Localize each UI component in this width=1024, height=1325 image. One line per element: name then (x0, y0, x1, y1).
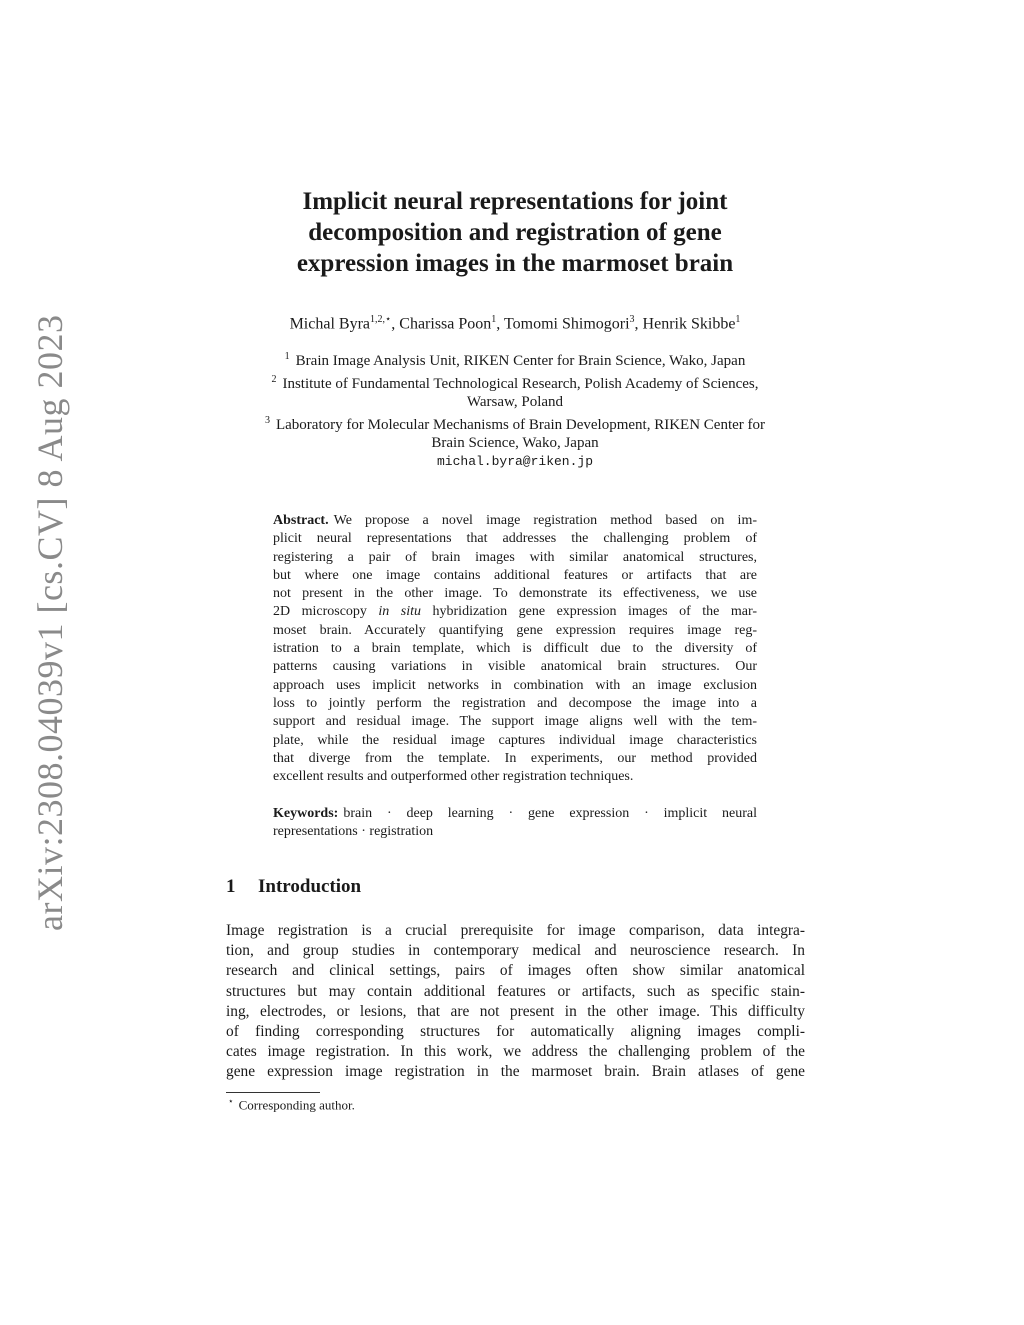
author-separator: , (496, 315, 504, 333)
arxiv-stamp (0, 0, 70, 931)
abstract-text: We propose a novel image registration method based on im- (333, 513, 757, 528)
author-affiliation-mark: 1 (491, 314, 497, 325)
affiliation-mark: 2 (271, 373, 277, 385)
author-affiliation-mark: 3 (629, 314, 635, 325)
body-text (226, 921, 805, 1083)
author-name: Tomomi Shimogori (503, 315, 630, 333)
abstract-text: 2D microscopy (273, 604, 379, 620)
body-line: of finding corresponding structures for automatically aligning images compli- (226, 1022, 805, 1040)
abstract-line: but where one image contains additional features or artifacts that are (273, 567, 757, 583)
section-title: Introduction (258, 876, 362, 897)
body-line: ing, electrodes, or lesions, that are not present in the other image. This difficulty (226, 1002, 805, 1020)
title-line: decomposition and registration of gene (308, 219, 722, 246)
keywords (273, 805, 757, 842)
abstract-text: hybridization gene expression images of the mar- (421, 604, 757, 620)
affiliation-1 (200, 348, 830, 371)
abstract-line: approach uses implicit networks in combination with an image exclusion (273, 677, 757, 693)
affiliation-text: Laboratory for Molecular Mechanisms of Brain Development, RIKEN Center for (275, 416, 766, 433)
author-separator: , (634, 315, 643, 333)
affiliation-2-cont: Warsaw, Poland (466, 394, 564, 410)
body-line: structures but may contain additional features or artifacts, such as specific stain- (226, 982, 805, 1000)
abstract-line: loss to jointly perform the registration and decompose the image into a (273, 695, 757, 711)
abstract-line: support and residual image. The support image aligns well with the tem- (273, 714, 757, 730)
footnote-text: Corresponding author. (238, 1097, 355, 1113)
paper-title (200, 186, 830, 279)
title-line: expression images in the marmoset brain (296, 250, 734, 277)
abstract-line (273, 512, 757, 530)
abstract-line: istration to a brain template, which is difficult due to the diversity of (273, 641, 757, 657)
footnote-rule (226, 1092, 320, 1093)
affiliations (200, 348, 830, 471)
author-email[interactable]: michal.byra@riken.jp (436, 453, 594, 469)
author-list (150, 314, 880, 333)
keywords-line (273, 805, 757, 823)
author-name: Henrik Skibbe (642, 315, 736, 333)
arxiv-identifier: arXiv:2308.04039v1 [cs.CV] 8 Aug 2023 (30, 314, 70, 931)
section-number: 1 (226, 876, 236, 897)
keywords-text: brain · deep learning · gene expression · implicit neural (343, 806, 757, 821)
abstract-line: that diverge from the template. In experiments, our method provided (273, 750, 757, 766)
body-line: tion, and group studies in contemporary medical and neuroscience research. In (226, 942, 805, 960)
affiliation-text: Brain Image Analysis Unit, RIKEN Center for Brain Science, Wako, Japan (295, 353, 746, 369)
affiliation-3 (200, 412, 830, 435)
author-affiliation-mark: 1 (735, 314, 741, 325)
body-line: research and clinical settings, pairs of images often show similar anatomical (226, 962, 805, 980)
affiliation-2 (200, 371, 830, 394)
section-heading (226, 876, 361, 898)
affiliation-mark: 1 (284, 351, 290, 362)
abstract-line: excellent results and outperformed other registration techniques. (273, 769, 634, 785)
body-line: Image registration is a crucial prerequisite for image comparison, data integra- (226, 922, 805, 939)
abstract-line: plicit neural representations that addresses the challenging problem of (273, 531, 757, 547)
abstract-line: patterns causing variations in visible anatomical brain structures. Our (273, 659, 757, 675)
abstract (273, 512, 757, 786)
body-line: cates image registration. In this work, we address the challenging problem of the (226, 1043, 805, 1061)
author-separator: , (391, 315, 400, 333)
keywords-label: Keywords: (273, 806, 339, 821)
keywords-line: representations · registration (273, 824, 434, 840)
author-name: Charissa Poon (399, 315, 492, 333)
author-affiliation-mark: 1,2,⋆ (370, 314, 392, 325)
affiliation-3-cont: Brain Science, Wako, Japan (431, 435, 599, 451)
abstract-line: registering a pair of brain images with similar anatomical structures, (273, 549, 757, 565)
body-line: gene expression image registration in the marmoset brain. Brain atlases of gene (226, 1063, 805, 1081)
abstract-line (273, 603, 757, 621)
abstract-line: plate, while the residual image captures individual image characteristics (273, 732, 757, 748)
title-line: Implicit neural representations for joint (302, 188, 728, 215)
affiliation-mark: 3 (264, 414, 270, 426)
abstract-line: not present in the other image. To demonstrate its effectiveness, we use (273, 586, 757, 602)
abstract-label: Abstract. (273, 513, 329, 528)
footnote-mark: ⋆ (228, 1096, 234, 1106)
footnote (228, 1096, 355, 1113)
author-name: Michal Byra (289, 315, 370, 333)
abstract-line: moset brain. Accurately quantifying gene expression requires image reg- (273, 622, 757, 638)
abstract-emphasis: in situ (378, 604, 422, 620)
affiliation-text: Institute of Fundamental Technological Research, Polish Academy of Sciences, (282, 375, 759, 392)
